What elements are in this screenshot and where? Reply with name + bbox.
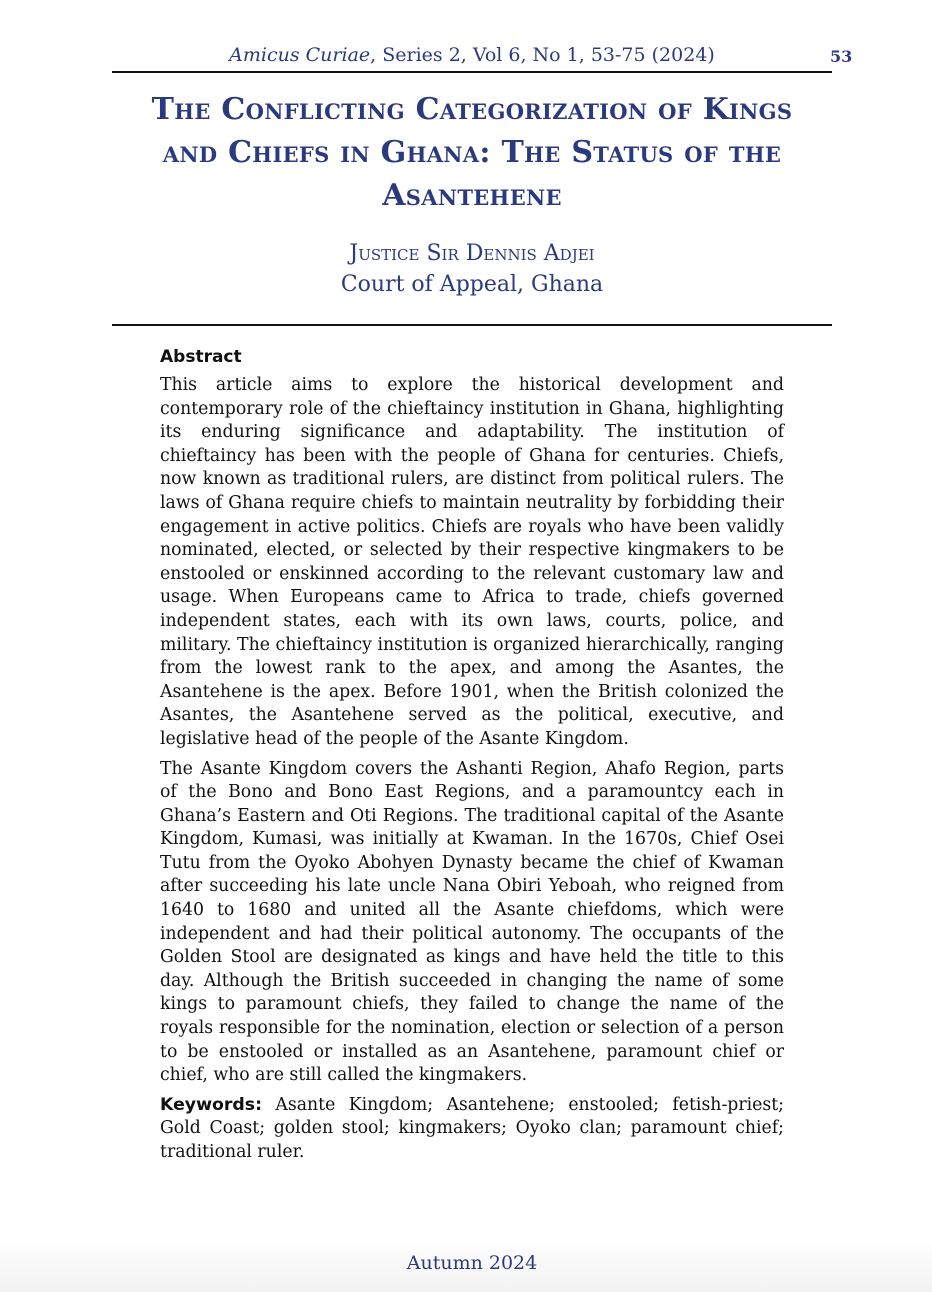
footer-issue: Autumn 2024 <box>406 1252 538 1274</box>
keywords <box>160 1094 784 1165</box>
keywords-label: Keywords: <box>160 1094 262 1115</box>
journal-name: Amicus Curiae <box>229 44 371 66</box>
title-line-3: Asantehene <box>382 178 562 213</box>
journal-citation: , Series 2, Vol 6, No 1, 53-75 (2024) <box>370 44 715 66</box>
title-line-1: The Conflicting Categorization of Kings <box>151 92 793 127</box>
author-name: Justice Sir Dennis Adjei <box>349 241 595 266</box>
abstract-heading: Abstract <box>160 347 242 367</box>
title-line-2: and Chiefs in Ghana: The Status of the <box>162 135 782 170</box>
running-header <box>112 44 832 72</box>
keywords-list: Asante Kingdom; Asantehene; enstooled; fetish-priest; Gold Coast; golden stool; kingmakers; Oyoko clan; paramount chief; traditional ruler. <box>160 1094 784 1162</box>
abstract-body <box>160 374 784 1171</box>
author-affiliation: Court of Appeal, Ghana <box>340 272 604 297</box>
abstract-paragraph-1: This article aims to explore the historical development and contemporary role of the chieftaincy institution in Ghana, highlighting its enduring significance and adaptability. The institution of chieftaincy has been with the people of Ghana for centuries. Chiefs, now known as traditional rulers, are distinct from political rulers. The laws of Ghana require chiefs to maintain neutrality by forbidding their engagement in active politics. Chiefs are royals who have been validly nominated, elected, or selected by their respective kingmakers to be enstooled or enskinned according to the relevant customary law and usage. When Europeans came to Africa to trade, chiefs governed independent states, each with its own laws, courts, police, and military. The chieftaincy institution is organized hierarchically, ranging from the lowest rank to the apex, and among the Asantes, the Asantehene is the apex. Before 1901, when the British colonized the Asantes, the Asantehene served as the political, executive, and legislative head of the people of the Asante Kingdom. <box>160 375 784 749</box>
section-rule <box>112 324 832 326</box>
abstract-paragraph-2: The Asante Kingdom covers the Ashanti Region, Ahafo Region, parts of the Bono and Bono East Regions, and a paramountcy each in Ghana’s Eastern and Oti Regions. The traditional capital of the Asante Kingdom, Kumasi, was initially at Kwaman. In the 1670s, Chief Osei Tutu from the Oyoko Abohyen Dynasty became the chief of Kwaman after succeeding his late uncle Nana Obiri Yeboah, who reigned from 1640 to 1680 and united all the Asante chiefdoms, which were independent and had their political autonomy. The occupants of the Golden Stool are designated as kings and have held the title to this day. Although the British succeeded in changing the name of some kings to paramount chiefs, they failed to change the name of the royals responsible for the nomination, election or selection of a person to be enstooled or installed as an Asantehene, paramount chief or chief, who are still called the kingmakers. <box>160 758 784 1086</box>
page-number: 53 <box>830 47 853 66</box>
header-rule <box>112 71 832 73</box>
article-title <box>112 88 832 217</box>
